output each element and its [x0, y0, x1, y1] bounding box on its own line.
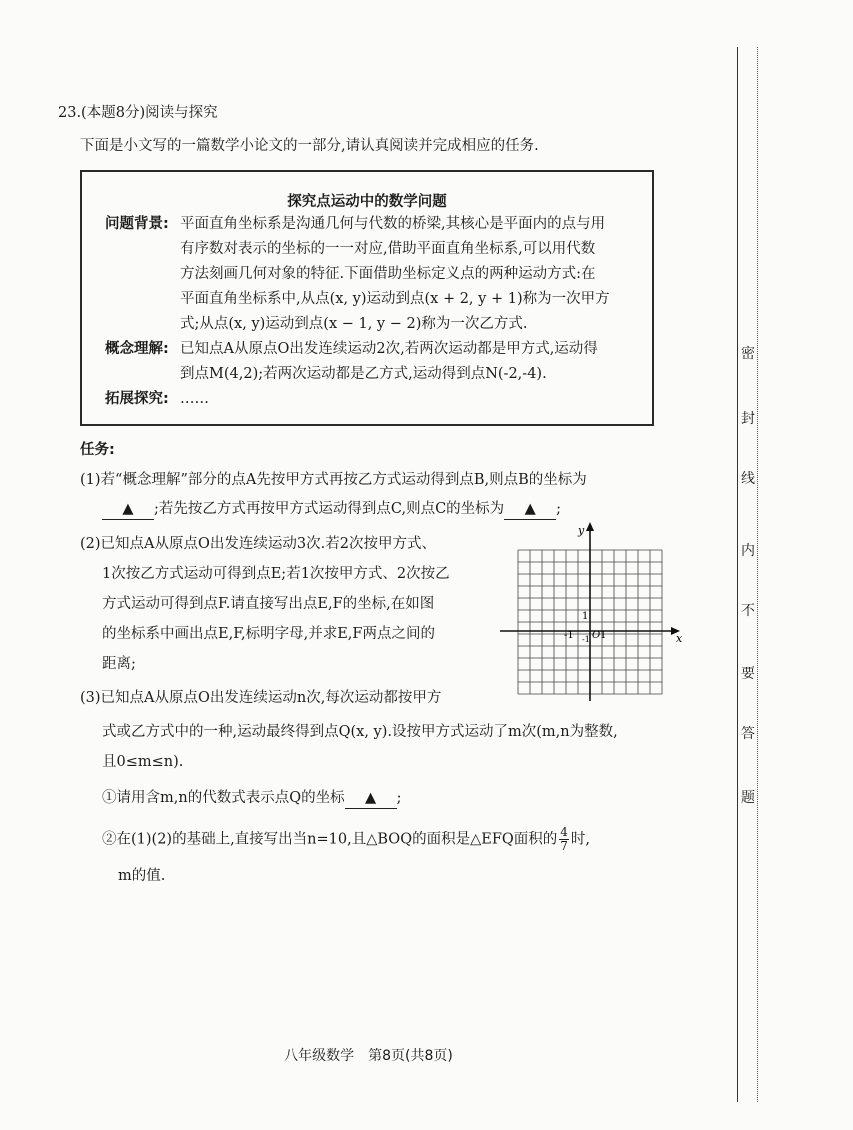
seal-char-6: 要 [741, 666, 755, 682]
task3-line1: (3)已知点A从原点O出发连续运动n次,每次运动都按甲方 [80, 690, 442, 706]
seal-char-8: 题 [741, 790, 755, 806]
tasks-label: 任务: [80, 442, 115, 458]
seal-char-4: 内 [741, 543, 755, 559]
task1-blank2: ▲ [504, 499, 556, 520]
origin-label: O [592, 630, 601, 641]
seal-char-5: 不 [741, 603, 755, 619]
background-label: 问题背景: [105, 216, 169, 232]
extend-text: …… [180, 391, 209, 407]
background-line-1: 平面直角坐标系是沟通几何与代数的桥梁,其核心是平面内的点与用 [180, 216, 606, 232]
x-axis-label: x [676, 632, 683, 645]
task1-line1: (1)若“概念理解”部分的点A先按甲方式再按乙方式运动得到点B,则点B的坐标为 [80, 472, 587, 488]
task3-line3: 且0≤m≤n). [102, 754, 184, 770]
concept-label: 概念理解: [105, 341, 169, 357]
intro-text: 下面是小文写的一篇数学小论文的一部分,请认真阅读并完成相应的任务. [80, 138, 539, 154]
task1-line2: ▲ ;若先按乙方式再按甲方式运动得到点C,则点C的坐标为 ▲ ; [102, 499, 561, 520]
task3a-blank: ▲ [345, 788, 397, 809]
concept-line-2: 到点M(4,2);若两次运动都是乙方式,运动得到点N(-2,-4). [180, 366, 547, 382]
task3a-line: ①请用含m,n的代数式表示点Q的坐标 ▲ ; [102, 788, 401, 809]
concept-line-1: 已知点A从原点O出发连续运动2次,若两次运动都是甲方式,运动得 [180, 341, 598, 357]
seal-char-3: 线 [741, 471, 755, 487]
coordinate-grid [496, 518, 686, 703]
y-axis-arrow [586, 522, 594, 531]
tick-y1: 1 [582, 611, 589, 622]
tick-y-neg1: -1 [582, 635, 590, 644]
tick-x1: 1 [600, 630, 607, 641]
seal-char-7: 答 [741, 726, 755, 742]
task2-line1: (2)已知点A从原点O出发连续运动3次.若2次按甲方式、 [80, 536, 436, 552]
page-footer: 八年级数学 第8页(共8页) [284, 1048, 453, 1064]
question-title: 23.(本题8分)阅读与探究 [58, 105, 218, 121]
y-axis-label: y [578, 524, 585, 537]
background-line-5: 式;从点(x, y)运动到点(x − 1, y − 2)称为一次乙方式. [180, 316, 528, 332]
task2-line5: 距离; [102, 656, 136, 672]
task2-line4: 的坐标系中画出点E,F,标明字母,并求E,F两点之间的 [102, 626, 435, 642]
background-line-2: 有序数对表示的坐标的一一对应,借助平面直角坐标系,可以用代数 [180, 241, 596, 257]
seal-line [737, 47, 738, 1102]
tick-x-neg1: -1 [564, 630, 574, 641]
task2-line2: 1次按乙方式运动可得到点E;若1次按甲方式、2次按乙 [102, 566, 450, 582]
seal-dotted-line [757, 47, 758, 1102]
seal-char-1: 密 [741, 346, 755, 362]
fraction-4-7: $\frac{4}{7}$ [560, 825, 568, 853]
background-line-4: 平面直角坐标系中,从点(x, y)运动到点(x + 2, y + 1)称为一次甲方 [180, 291, 610, 307]
extend-label: 拓展探究: [105, 391, 169, 407]
task3b-line2: m的值. [118, 868, 166, 884]
task3b-line1: ②在(1)(2)的基础上,直接写出当n=10,且△BOQ的面积是△EFQ面积的 $\frac{4}{7}$ 时, [102, 825, 591, 853]
task3-line2: 式或乙方式中的一种,运动最终得到点Q(x, y).设按甲方式运动了m次(m,n为整数, [102, 724, 618, 740]
task2-line3: 方式运动可得到点F.请直接写出点E,F的坐标,在如图 [102, 596, 435, 612]
background-line-3: 方法刻画几何对象的特征.下面借助坐标定义点的两种运动方式:在 [180, 266, 596, 282]
seal-char-2: 封 [741, 411, 755, 427]
essay-title: 探究点运动中的数学问题 [287, 194, 447, 210]
task1-blank1: ▲ [102, 499, 154, 520]
